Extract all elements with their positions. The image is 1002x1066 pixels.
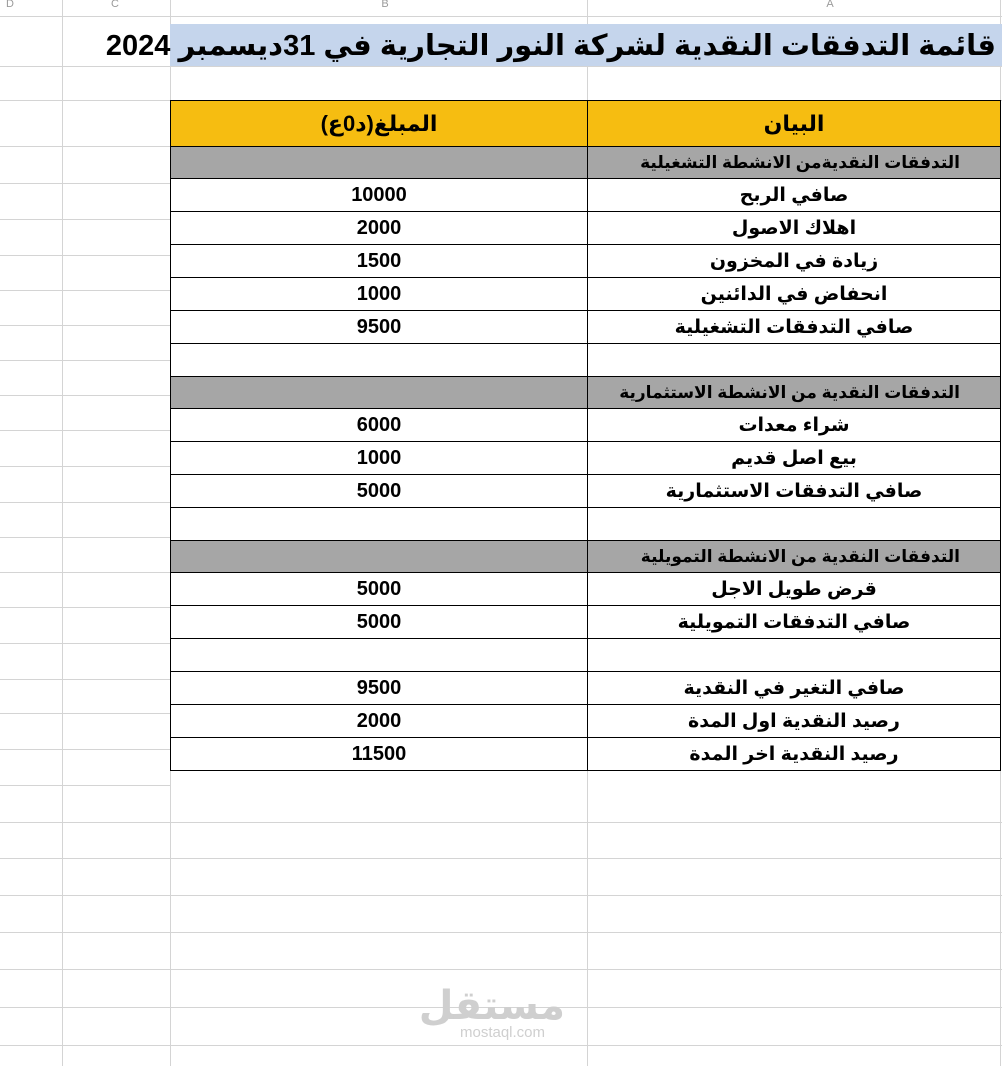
label-cell[interactable]: اهلاك الاصول	[588, 212, 1001, 245]
amount-cell[interactable]	[171, 541, 588, 573]
label-cell[interactable]: شراء معدات	[588, 409, 1001, 442]
section-heading-financing[interactable]: التدفقات النقدية من الانشطة التمويلية	[588, 541, 1001, 573]
grid-line	[0, 895, 1002, 896]
summary-row	[171, 705, 1001, 738]
section-heading-row	[171, 377, 1001, 409]
empty-cell[interactable]	[171, 344, 588, 377]
label-cell[interactable]: صافي التغير في النقدية	[588, 672, 1001, 705]
grid-line	[0, 430, 170, 431]
blank-row	[171, 508, 1001, 541]
grid-line	[0, 607, 170, 608]
grid-line	[0, 466, 170, 467]
grid-line	[0, 183, 170, 184]
grid-line	[0, 679, 170, 680]
amount-cell[interactable]: 1500	[171, 245, 588, 278]
empty-cell[interactable]	[171, 639, 588, 672]
empty-cell[interactable]	[588, 344, 1001, 377]
column-header-c[interactable]: C	[111, 0, 119, 10]
empty-cell[interactable]	[588, 508, 1001, 541]
grid-line	[0, 360, 170, 361]
grid-line	[0, 822, 1002, 823]
amount-cell[interactable]	[171, 377, 588, 409]
grid-line	[0, 643, 170, 644]
section-heading-row	[171, 147, 1001, 179]
amount-cell[interactable]: 5000	[171, 475, 588, 508]
amount-cell[interactable]: 1000	[171, 442, 588, 475]
grid-line	[0, 255, 170, 256]
cash-flow-table	[170, 100, 1001, 771]
amount-cell[interactable]: 9500	[171, 672, 588, 705]
blank-row	[171, 344, 1001, 377]
amount-cell[interactable]: 11500	[171, 738, 588, 771]
grid-line	[0, 537, 170, 538]
grid-line	[0, 932, 1002, 933]
watermark-arabic: مستقل	[418, 984, 565, 1028]
table-row	[171, 442, 1001, 475]
grid-line	[0, 785, 170, 786]
label-cell[interactable]: بيع اصل قديم	[588, 442, 1001, 475]
summary-row	[171, 738, 1001, 771]
grid-line	[0, 66, 1002, 67]
table-row	[171, 278, 1001, 311]
grid-line	[0, 749, 170, 750]
amount-cell[interactable]	[171, 147, 588, 179]
watermark-logo	[418, 984, 565, 1041]
amount-column-header[interactable]: المبلغ(د0ع)	[171, 101, 588, 147]
table-row	[171, 245, 1001, 278]
grid-line	[0, 219, 170, 220]
grid-line	[0, 572, 170, 573]
column-header-b[interactable]: B	[381, 0, 389, 10]
column-header-d[interactable]: D	[6, 0, 14, 10]
table-row	[171, 606, 1001, 639]
amount-cell[interactable]: 5000	[171, 573, 588, 606]
label-cell[interactable]: زيادة في المخزون	[588, 245, 1001, 278]
amount-cell[interactable]: 5000	[171, 606, 588, 639]
grid-line	[0, 325, 170, 326]
label-cell[interactable]: رصيد النقدية اخر المدة	[588, 738, 1001, 771]
label-cell[interactable]: صافي التدفقات التشغيلية	[588, 311, 1001, 344]
blank-row	[171, 639, 1001, 672]
grid-line	[0, 290, 170, 291]
amount-cell[interactable]: 10000	[171, 179, 588, 212]
amount-cell[interactable]: 2000	[171, 705, 588, 738]
label-column-header[interactable]: البيان	[588, 101, 1001, 147]
column-header-a[interactable]: A	[826, 0, 834, 10]
table-row	[171, 409, 1001, 442]
grid-line	[0, 146, 170, 147]
grid-line	[0, 713, 170, 714]
grid-line	[0, 502, 170, 503]
amount-cell[interactable]: 6000	[171, 409, 588, 442]
grid-line	[0, 1045, 1002, 1046]
grid-line	[0, 16, 1002, 17]
table-row	[171, 475, 1001, 508]
table-row	[171, 179, 1001, 212]
table-row	[171, 573, 1001, 606]
empty-cell[interactable]	[171, 508, 588, 541]
amount-cell[interactable]: 9500	[171, 311, 588, 344]
grid-line	[62, 0, 63, 1066]
label-cell[interactable]: صافي التدفقات الاستثمارية	[588, 475, 1001, 508]
grid-line	[0, 395, 170, 396]
label-cell[interactable]: رصيد النقدية اول المدة	[588, 705, 1001, 738]
table-row	[171, 311, 1001, 344]
label-cell[interactable]: قرض طويل الاجل	[588, 573, 1001, 606]
watermark-latin: mostaql.com	[459, 1024, 546, 1041]
section-heading-operating[interactable]: التدفقات النقديةمن الانشطة التشغيلية	[588, 147, 1001, 179]
section-heading-row	[171, 541, 1001, 573]
empty-cell[interactable]	[588, 639, 1001, 672]
amount-cell[interactable]: 1000	[171, 278, 588, 311]
label-cell[interactable]: انحفاض في الدائنين	[588, 278, 1001, 311]
table-row	[171, 212, 1001, 245]
statement-title[interactable]: قائمة التدفقات النقدية لشركة النور التجارية في 31ديسمبر 2024	[170, 24, 1002, 66]
label-cell[interactable]: صافي الربح	[588, 179, 1001, 212]
section-heading-investing[interactable]: التدفقات النقدية من الانشطة الاستثمارية	[588, 377, 1001, 409]
table-header-row	[171, 101, 1001, 147]
label-cell[interactable]: صافي التدفقات التمويلية	[588, 606, 1001, 639]
grid-line	[0, 969, 1002, 970]
amount-cell[interactable]: 2000	[171, 212, 588, 245]
summary-row	[171, 672, 1001, 705]
grid-line	[0, 858, 1002, 859]
